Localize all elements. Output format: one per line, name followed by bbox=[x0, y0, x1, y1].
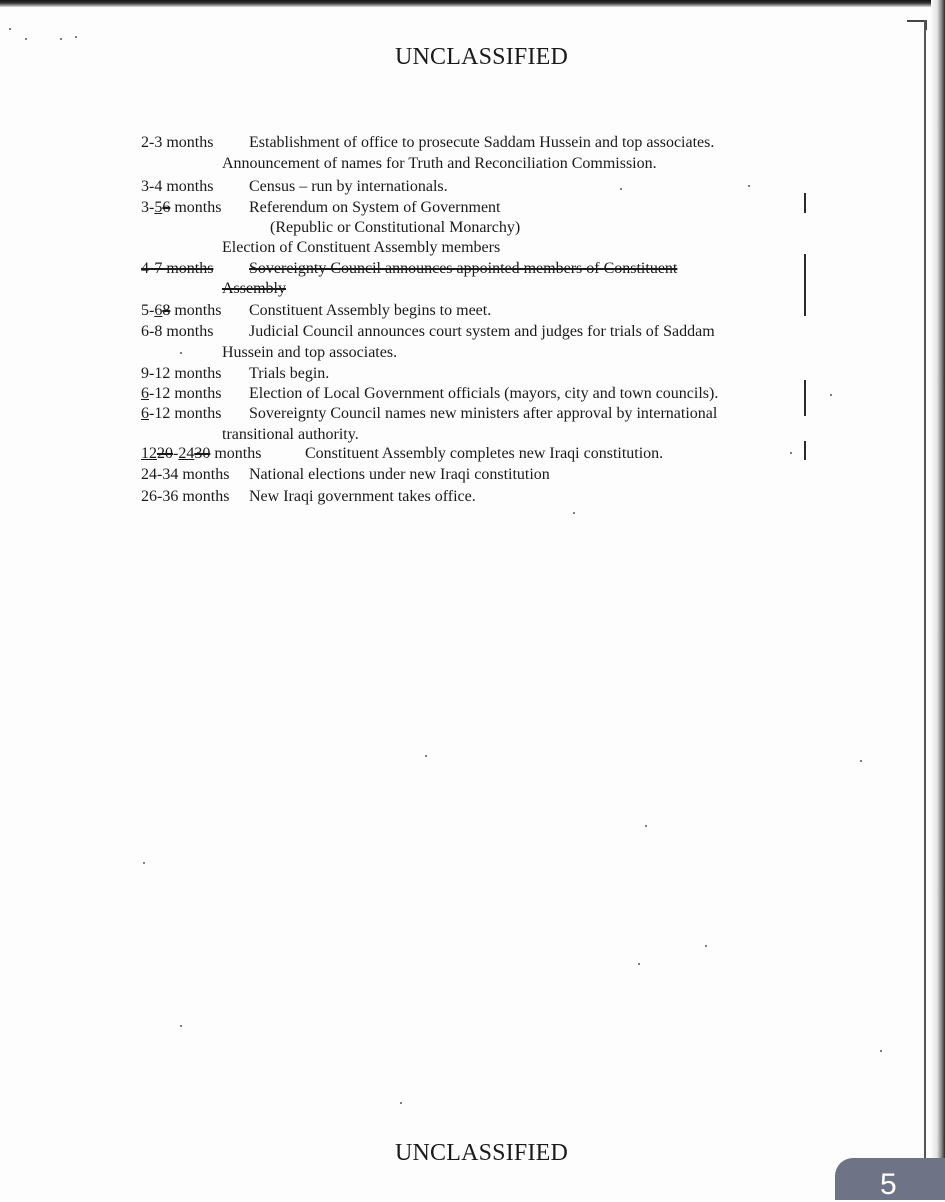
duration-text: -12 months bbox=[149, 385, 222, 402]
scan-margin-line bbox=[924, 20, 926, 1190]
page-number-badge bbox=[835, 1158, 945, 1200]
entry-text-continued: Hussein and top associates. bbox=[222, 344, 398, 361]
entry-text: Establishment of office to prosecute Saddam Hussein and top associates. bbox=[249, 134, 715, 151]
entry-text: Election of Local Government officials (mayors, city and town councils). bbox=[249, 385, 719, 402]
inserted-text: 6 bbox=[154, 302, 163, 319]
inserted-text: 5 bbox=[154, 199, 163, 216]
scan-speck bbox=[180, 352, 182, 354]
inserted-text: 6 bbox=[141, 385, 149, 402]
duration-text: - bbox=[173, 445, 179, 462]
scan-speck bbox=[60, 38, 62, 40]
scan-speck bbox=[705, 945, 707, 947]
entry-duration bbox=[141, 301, 221, 321]
duration-text: 5- bbox=[141, 302, 155, 319]
scan-speck bbox=[790, 452, 792, 454]
entry-duration: 3-4 months bbox=[141, 178, 214, 195]
entry-text-continued: Election of Constituent Assembly members bbox=[222, 239, 501, 256]
deleted-text: 8 bbox=[162, 302, 171, 319]
entry-duration: 2-3 months bbox=[141, 134, 214, 151]
entry-duration bbox=[141, 404, 221, 424]
entry-text: Referendum on System of Government bbox=[249, 199, 501, 216]
revision-change-bar bbox=[804, 193, 806, 213]
deleted-text: 30 bbox=[194, 445, 211, 462]
entry-duration bbox=[141, 444, 261, 464]
scan-speck bbox=[25, 38, 27, 40]
duration-text: -12 months bbox=[149, 405, 222, 422]
scan-speck bbox=[880, 1050, 882, 1052]
duration-text: months bbox=[170, 302, 222, 319]
entry-duration: 6-8 months bbox=[141, 323, 214, 340]
scan-speck bbox=[573, 512, 575, 514]
entry-duration bbox=[141, 198, 221, 218]
entry-duration: 9-12 months bbox=[141, 365, 222, 382]
scan-speck bbox=[143, 862, 145, 864]
scan-top-edge bbox=[0, 0, 945, 7]
scan-speck bbox=[645, 825, 647, 827]
entry-duration bbox=[141, 384, 221, 404]
entry-duration: 24-34 months bbox=[141, 466, 230, 483]
deleted-text: 20 bbox=[157, 445, 173, 462]
entry-text-continued: Announcement of names for Truth and Reconciliation Commission. bbox=[222, 155, 657, 172]
entry-text-continued: transitional authority. bbox=[222, 426, 359, 443]
scan-speck bbox=[860, 760, 862, 762]
entry-text: New Iraqi government takes office. bbox=[249, 488, 476, 505]
entry-text: National elections under new Iraqi constitution bbox=[249, 466, 550, 483]
entry-duration: 26-36 months bbox=[141, 488, 230, 505]
revision-change-bar bbox=[804, 380, 806, 416]
scan-speck bbox=[180, 1025, 182, 1027]
inserted-text: 6 bbox=[141, 405, 149, 422]
revision-change-bar bbox=[804, 254, 806, 316]
classification-header: UNCLASSIFIED bbox=[394, 44, 569, 70]
scan-speck bbox=[830, 394, 832, 396]
duration-text: 3- bbox=[141, 199, 155, 216]
entry-text-deleted: Sovereignty Council announces appointed members of Constituent bbox=[249, 260, 678, 277]
scan-speck bbox=[620, 188, 622, 190]
scan-speck bbox=[638, 963, 640, 965]
inserted-text: 12 bbox=[141, 445, 157, 462]
scan-speck bbox=[425, 755, 427, 757]
deleted-text: 6 bbox=[162, 199, 171, 216]
entry-duration-deleted: 4-7 months bbox=[141, 260, 214, 277]
entry-text: Trials begin. bbox=[249, 365, 330, 382]
scan-speck bbox=[400, 1102, 402, 1104]
revision-change-bar bbox=[804, 441, 806, 460]
scan-speck bbox=[9, 28, 11, 30]
entry-text: Constituent Assembly completes new Iraqi constitution. bbox=[305, 445, 664, 462]
duration-text: months bbox=[210, 445, 262, 462]
page-number: 5 bbox=[880, 1168, 897, 1201]
entry-text: Constituent Assembly begins to meet. bbox=[249, 302, 492, 319]
classification-footer: UNCLASSIFIED bbox=[394, 1140, 569, 1166]
entry-text-continued: (Republic or Constitutional Monarchy) bbox=[270, 219, 521, 236]
scan-right-edge bbox=[931, 0, 945, 1200]
duration-text: months bbox=[170, 199, 222, 216]
entry-text: Sovereignty Council names new ministers after approval by international bbox=[249, 405, 718, 422]
entry-text: Census – run by internationals. bbox=[249, 178, 448, 195]
inserted-text: 24 bbox=[178, 445, 195, 462]
scan-speck bbox=[748, 185, 750, 187]
scan-speck bbox=[75, 36, 77, 38]
entry-text-deleted: Assembly bbox=[222, 280, 286, 297]
entry-text: Judicial Council announces court system and judges for trials of Saddam bbox=[249, 323, 715, 340]
